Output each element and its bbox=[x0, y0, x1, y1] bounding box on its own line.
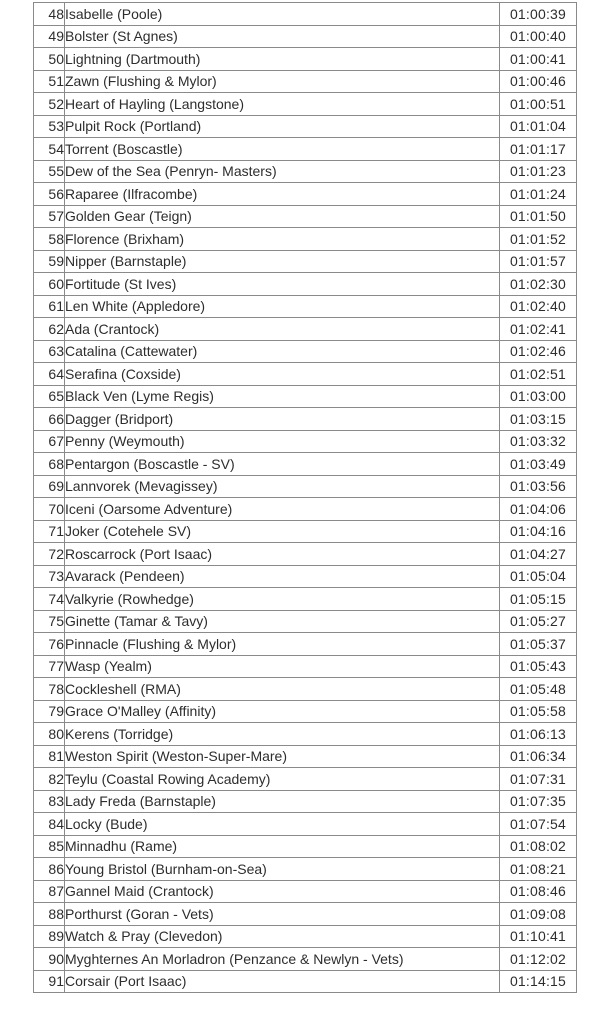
crew-cell: Torrent (Boscastle) bbox=[65, 138, 500, 161]
crew-cell: Ada (Crantock) bbox=[65, 318, 500, 341]
time-cell: 01:01:17 bbox=[500, 138, 577, 161]
time-cell: 01:03:15 bbox=[500, 408, 577, 431]
time-cell: 01:05:27 bbox=[500, 610, 577, 633]
table-row bbox=[34, 48, 577, 71]
rank-cell: 85 bbox=[34, 835, 65, 858]
rank-cell: 56 bbox=[34, 183, 65, 206]
table-row bbox=[34, 93, 577, 116]
time-cell: 01:05:58 bbox=[500, 700, 577, 723]
time-cell: 01:04:06 bbox=[500, 498, 577, 521]
rank-cell: 59 bbox=[34, 250, 65, 273]
table-row bbox=[34, 3, 577, 26]
crew-cell: Fortitude (St Ives) bbox=[65, 273, 500, 296]
rank-cell: 82 bbox=[34, 768, 65, 791]
table-row bbox=[34, 273, 577, 296]
time-cell: 01:09:08 bbox=[500, 903, 577, 926]
crew-cell: Dew of the Sea (Penryn- Masters) bbox=[65, 160, 500, 183]
time-cell: 01:08:02 bbox=[500, 835, 577, 858]
crew-cell: Porthurst (Goran - Vets) bbox=[65, 903, 500, 926]
table-row bbox=[34, 723, 577, 746]
table-row bbox=[34, 430, 577, 453]
rank-cell: 84 bbox=[34, 813, 65, 836]
crew-cell: Roscarrock (Port Isaac) bbox=[65, 543, 500, 566]
rank-cell: 77 bbox=[34, 655, 65, 678]
table-row bbox=[34, 700, 577, 723]
table-row bbox=[34, 610, 577, 633]
time-cell: 01:05:48 bbox=[500, 678, 577, 701]
crew-cell: Lightning (Dartmouth) bbox=[65, 48, 500, 71]
rank-cell: 50 bbox=[34, 48, 65, 71]
time-cell: 01:00:39 bbox=[500, 3, 577, 26]
rank-cell: 89 bbox=[34, 925, 65, 948]
table-row bbox=[34, 813, 577, 836]
crew-cell: Isabelle (Poole) bbox=[65, 3, 500, 26]
table-row bbox=[34, 138, 577, 161]
rank-cell: 76 bbox=[34, 633, 65, 656]
table-row bbox=[34, 858, 577, 881]
time-cell: 01:04:16 bbox=[500, 520, 577, 543]
time-cell: 01:00:51 bbox=[500, 93, 577, 116]
crew-cell: Valkyrie (Rowhedge) bbox=[65, 588, 500, 611]
crew-cell: Joker (Cotehele SV) bbox=[65, 520, 500, 543]
table-row bbox=[34, 790, 577, 813]
crew-cell: Florence (Brixham) bbox=[65, 228, 500, 251]
table-row bbox=[34, 70, 577, 93]
rank-cell: 63 bbox=[34, 340, 65, 363]
table-row bbox=[34, 768, 577, 791]
rank-cell: 90 bbox=[34, 948, 65, 971]
time-cell: 01:07:54 bbox=[500, 813, 577, 836]
crew-cell: Bolster (St Agnes) bbox=[65, 25, 500, 48]
crew-cell: Pentargon (Boscastle - SV) bbox=[65, 453, 500, 476]
rank-cell: 80 bbox=[34, 723, 65, 746]
table-row bbox=[34, 970, 577, 993]
crew-cell: Pinnacle (Flushing & Mylor) bbox=[65, 633, 500, 656]
time-cell: 01:01:57 bbox=[500, 250, 577, 273]
crew-cell: Serafina (Coxside) bbox=[65, 363, 500, 386]
crew-cell: Ginette (Tamar & Tavy) bbox=[65, 610, 500, 633]
rank-cell: 49 bbox=[34, 25, 65, 48]
crew-cell: Lady Freda (Barnstaple) bbox=[65, 790, 500, 813]
table-row bbox=[34, 115, 577, 138]
rank-cell: 87 bbox=[34, 880, 65, 903]
time-cell: 01:01:50 bbox=[500, 205, 577, 228]
rank-cell: 51 bbox=[34, 70, 65, 93]
table-row bbox=[34, 318, 577, 341]
rank-cell: 83 bbox=[34, 790, 65, 813]
table-row bbox=[34, 205, 577, 228]
rank-cell: 58 bbox=[34, 228, 65, 251]
crew-cell: Kerens (Torridge) bbox=[65, 723, 500, 746]
crew-cell: Young Bristol (Burnham-on-Sea) bbox=[65, 858, 500, 881]
rank-cell: 48 bbox=[34, 3, 65, 26]
time-cell: 01:04:27 bbox=[500, 543, 577, 566]
table-row bbox=[34, 520, 577, 543]
table-row bbox=[34, 655, 577, 678]
rank-cell: 86 bbox=[34, 858, 65, 881]
time-cell: 01:02:40 bbox=[500, 295, 577, 318]
time-cell: 01:02:51 bbox=[500, 363, 577, 386]
table-row bbox=[34, 925, 577, 948]
table-row bbox=[34, 565, 577, 588]
table-row bbox=[34, 340, 577, 363]
rank-cell: 54 bbox=[34, 138, 65, 161]
crew-cell: Dagger (Bridport) bbox=[65, 408, 500, 431]
rank-cell: 67 bbox=[34, 430, 65, 453]
rank-cell: 69 bbox=[34, 475, 65, 498]
rank-cell: 75 bbox=[34, 610, 65, 633]
crew-cell: Myghternes An Morladron (Penzance & Newlyn - Vets) bbox=[65, 948, 500, 971]
table-row bbox=[34, 385, 577, 408]
time-cell: 01:03:00 bbox=[500, 385, 577, 408]
table-row bbox=[34, 250, 577, 273]
table-row bbox=[34, 903, 577, 926]
table-row bbox=[34, 588, 577, 611]
rank-cell: 81 bbox=[34, 745, 65, 768]
time-cell: 01:03:56 bbox=[500, 475, 577, 498]
rank-cell: 61 bbox=[34, 295, 65, 318]
rank-cell: 53 bbox=[34, 115, 65, 138]
crew-cell: Grace O'Malley (Affinity) bbox=[65, 700, 500, 723]
results-table-body bbox=[34, 3, 577, 993]
crew-cell: Black Ven (Lyme Regis) bbox=[65, 385, 500, 408]
table-row bbox=[34, 25, 577, 48]
time-cell: 01:02:46 bbox=[500, 340, 577, 363]
time-cell: 01:08:46 bbox=[500, 880, 577, 903]
crew-cell: Iceni (Oarsome Adventure) bbox=[65, 498, 500, 521]
crew-cell: Avarack (Pendeen) bbox=[65, 565, 500, 588]
rank-cell: 79 bbox=[34, 700, 65, 723]
time-cell: 01:00:46 bbox=[500, 70, 577, 93]
table-row bbox=[34, 475, 577, 498]
time-cell: 01:00:40 bbox=[500, 25, 577, 48]
table-row bbox=[34, 228, 577, 251]
time-cell: 01:05:43 bbox=[500, 655, 577, 678]
time-cell: 01:01:04 bbox=[500, 115, 577, 138]
table-row bbox=[34, 363, 577, 386]
time-cell: 01:00:41 bbox=[500, 48, 577, 71]
time-cell: 01:02:41 bbox=[500, 318, 577, 341]
rank-cell: 88 bbox=[34, 903, 65, 926]
time-cell: 01:05:04 bbox=[500, 565, 577, 588]
crew-cell: Lannvorek (Mevagissey) bbox=[65, 475, 500, 498]
time-cell: 01:03:32 bbox=[500, 430, 577, 453]
time-cell: 01:06:13 bbox=[500, 723, 577, 746]
time-cell: 01:07:35 bbox=[500, 790, 577, 813]
crew-cell: Penny (Weymouth) bbox=[65, 430, 500, 453]
table-row bbox=[34, 295, 577, 318]
results-table bbox=[33, 2, 577, 993]
rank-cell: 78 bbox=[34, 678, 65, 701]
rank-cell: 71 bbox=[34, 520, 65, 543]
time-cell: 01:06:34 bbox=[500, 745, 577, 768]
rank-cell: 64 bbox=[34, 363, 65, 386]
table-row bbox=[34, 498, 577, 521]
rank-cell: 57 bbox=[34, 205, 65, 228]
time-cell: 01:01:23 bbox=[500, 160, 577, 183]
time-cell: 01:05:15 bbox=[500, 588, 577, 611]
rank-cell: 62 bbox=[34, 318, 65, 341]
rank-cell: 52 bbox=[34, 93, 65, 116]
crew-cell: Len White (Appledore) bbox=[65, 295, 500, 318]
rank-cell: 65 bbox=[34, 385, 65, 408]
rank-cell: 55 bbox=[34, 160, 65, 183]
table-row bbox=[34, 745, 577, 768]
table-row bbox=[34, 948, 577, 971]
crew-cell: Wasp (Yealm) bbox=[65, 655, 500, 678]
crew-cell: Zawn (Flushing & Mylor) bbox=[65, 70, 500, 93]
crew-cell: Golden Gear (Teign) bbox=[65, 205, 500, 228]
table-row bbox=[34, 633, 577, 656]
time-cell: 01:01:52 bbox=[500, 228, 577, 251]
rank-cell: 91 bbox=[34, 970, 65, 993]
rank-cell: 74 bbox=[34, 588, 65, 611]
table-row bbox=[34, 408, 577, 431]
crew-cell: Raparee (Ilfracombe) bbox=[65, 183, 500, 206]
rank-cell: 73 bbox=[34, 565, 65, 588]
crew-cell: Gannel Maid (Crantock) bbox=[65, 880, 500, 903]
time-cell: 01:01:24 bbox=[500, 183, 577, 206]
table-row bbox=[34, 835, 577, 858]
time-cell: 01:07:31 bbox=[500, 768, 577, 791]
crew-cell: Cockleshell (RMA) bbox=[65, 678, 500, 701]
crew-cell: Weston Spirit (Weston-Super-Mare) bbox=[65, 745, 500, 768]
rank-cell: 66 bbox=[34, 408, 65, 431]
table-row bbox=[34, 160, 577, 183]
crew-cell: Locky (Bude) bbox=[65, 813, 500, 836]
rank-cell: 60 bbox=[34, 273, 65, 296]
crew-cell: Nipper (Barnstaple) bbox=[65, 250, 500, 273]
rank-cell: 70 bbox=[34, 498, 65, 521]
crew-cell: Watch & Pray (Clevedon) bbox=[65, 925, 500, 948]
time-cell: 01:02:30 bbox=[500, 273, 577, 296]
time-cell: 01:08:21 bbox=[500, 858, 577, 881]
time-cell: 01:14:15 bbox=[500, 970, 577, 993]
time-cell: 01:12:02 bbox=[500, 948, 577, 971]
table-row bbox=[34, 880, 577, 903]
table-row bbox=[34, 183, 577, 206]
crew-cell: Corsair (Port Isaac) bbox=[65, 970, 500, 993]
crew-cell: Pulpit Rock (Portland) bbox=[65, 115, 500, 138]
crew-cell: Teylu (Coastal Rowing Academy) bbox=[65, 768, 500, 791]
table-row bbox=[34, 678, 577, 701]
crew-cell: Heart of Hayling (Langstone) bbox=[65, 93, 500, 116]
crew-cell: Catalina (Cattewater) bbox=[65, 340, 500, 363]
time-cell: 01:10:41 bbox=[500, 925, 577, 948]
table-row bbox=[34, 453, 577, 476]
crew-cell: Minnadhu (Rame) bbox=[65, 835, 500, 858]
table-row bbox=[34, 543, 577, 566]
time-cell: 01:05:37 bbox=[500, 633, 577, 656]
time-cell: 01:03:49 bbox=[500, 453, 577, 476]
rank-cell: 72 bbox=[34, 543, 65, 566]
rank-cell: 68 bbox=[34, 453, 65, 476]
